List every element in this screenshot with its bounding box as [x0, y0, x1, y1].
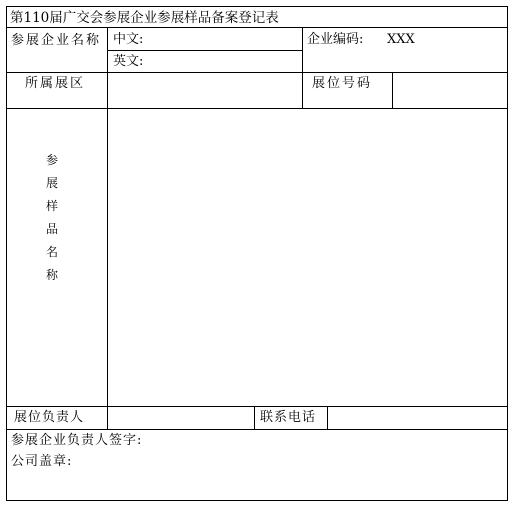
- divider: [327, 406, 328, 429]
- english-name-field[interactable]: [156, 52, 298, 70]
- booth-number-label: 展位号码: [312, 76, 373, 91]
- divider: [392, 72, 393, 108]
- divider: [107, 50, 302, 51]
- phone-label: 联系电话: [260, 410, 317, 425]
- signature-field[interactable]: [156, 431, 504, 497]
- booth-number-field[interactable]: [394, 74, 504, 106]
- divider: [6, 108, 508, 109]
- english-name-label: 英文:: [113, 54, 144, 69]
- company-code-label: 企业编码:: [307, 32, 364, 47]
- divider: [254, 406, 255, 429]
- divider: [302, 27, 303, 108]
- signature-label: 参展企业负责人签字:: [11, 433, 143, 448]
- chinese-name-label: 中文:: [113, 32, 144, 47]
- divider: [107, 27, 108, 429]
- registration-form: [6, 6, 508, 501]
- divider: [6, 27, 508, 28]
- divider: [6, 406, 508, 407]
- booth-contact-label: 展位负责人: [14, 410, 85, 425]
- chinese-name-field[interactable]: [156, 29, 298, 48]
- divider: [6, 429, 508, 430]
- phone-field[interactable]: [329, 408, 504, 427]
- sample-names-field[interactable]: [109, 110, 504, 404]
- stamp-label: 公司盖章:: [11, 454, 73, 469]
- company-code-value: XXX: [387, 32, 415, 47]
- divider: [6, 72, 508, 73]
- booth-contact-field[interactable]: [109, 408, 252, 427]
- sample-name-label: 参 展 样 品 名 称: [45, 153, 58, 282]
- exhibition-zone-label: 所属展区: [25, 76, 86, 91]
- company-name-label: 参展企业名称: [11, 33, 102, 48]
- exhibition-zone-field[interactable]: [109, 74, 299, 106]
- form-title: 第110届广交会参展企业参展样品备案登记表: [10, 10, 279, 26]
